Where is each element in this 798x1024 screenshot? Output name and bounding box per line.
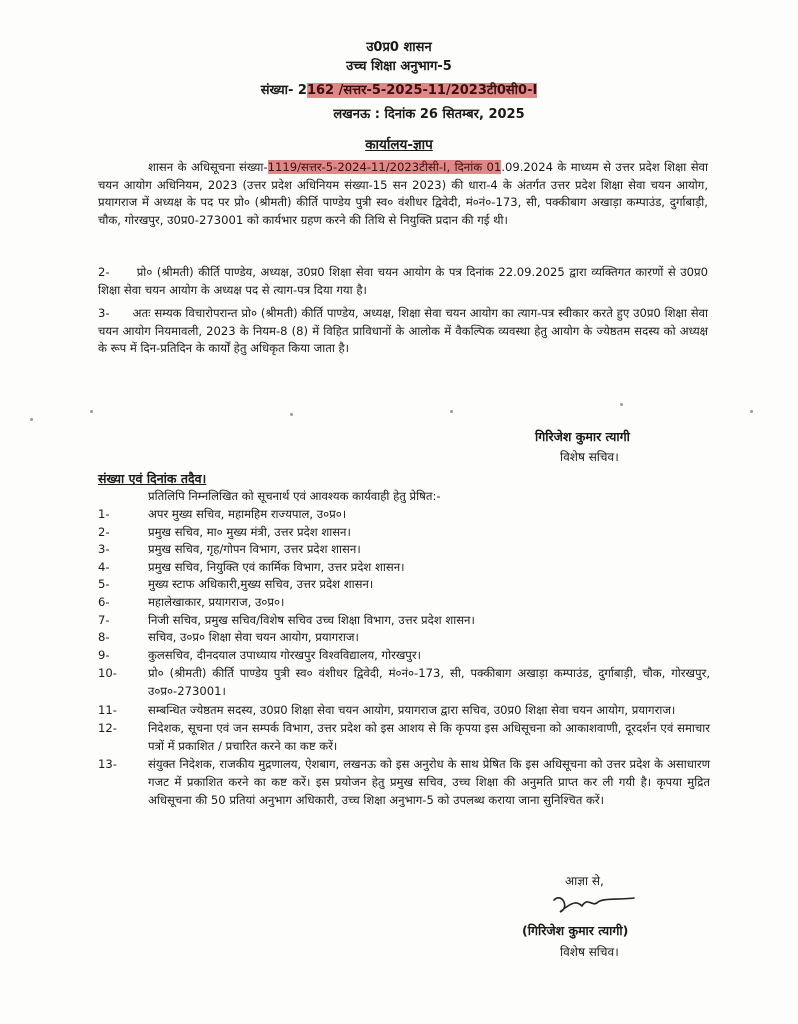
reference-prefix: संख्या- 2 bbox=[260, 83, 307, 98]
list-item bbox=[98, 665, 710, 700]
list-item bbox=[98, 576, 710, 594]
signature-designation: विशेष सचिव। bbox=[560, 450, 619, 464]
p2-text: 2- प्रो० (श्रीमती) कीर्ति पाण्डेय, अध्यक्ष, उ0प्र0 शिक्षा सेवा चयन आयोग के पत्र दिनांक 22.09.2025 द्वारा व्यक्तिगत कारणों से उ0प्र0 शिक्षा सेवा चयन आयोग के अध्यक्ष पद से त्याग-पत्र दिया गया है। bbox=[98, 265, 712, 297]
list-item-number: 7- bbox=[98, 612, 110, 627]
list-item-text: कुलसचिव, दीनदयाल उपाध्याय गोरखपुर विश्वविद्यालय, गोरखपुर। bbox=[148, 647, 422, 662]
closing-designation: विशेष सचिव। bbox=[560, 945, 619, 959]
p1-text-end: .09.2024 के माध्यम से उत्तर प्रदेश शिक्षा सेवा चयन आयोग अधिनियम, 2023 (उत्तर प्रदेश अधिनियम संख्या-15 सन 2023) की धारा-4 के अंतर्गत उत्तर प्रदेश शिक्षा सेवा चयन आयोग, प्रयागराज में अध्यक्ष के पद पर प्रो० (श्रीमती) कीर्ति पाण्डेय पुत्री स्व० वंशीधर द्विवेदी, मं०नं०-173, सी, पक्कीबाग अखाड़ा कम्पाउंड, दुर्गाबाड़ी, चौक, गोरखपुर, उ0प्र0-273001 को कार्यभार ग्रहण करने की तिथि से नियुक्ति प्रदान की गई थी। bbox=[98, 160, 709, 227]
list-item bbox=[98, 524, 710, 542]
list-item-text: प्रमुख सचिव, नियुक्ति एवं कार्मिक विभाग, उत्तर प्रदेश शासन। bbox=[148, 559, 405, 574]
list-item-number: 2- bbox=[98, 524, 110, 539]
header-govt: उ0प्र0 शासन bbox=[366, 40, 432, 55]
copy-section-intro: प्रतिलिपि निम्नलिखित को सूचनार्थ एवं आवश्यक कार्यवाही हेतु प्रेषित:- bbox=[148, 489, 441, 503]
list-item-number: 8- bbox=[98, 630, 110, 645]
signature-scribble-icon bbox=[548, 888, 638, 918]
scan-speck bbox=[290, 413, 293, 416]
copy-section-heading: संख्या एवं दिनांक तदैव। bbox=[98, 471, 207, 486]
list-item-text: प्रो० (श्रीमती) कीर्ति पाण्डेय पुत्री स्व० वंशीधर द्विवेदी, मं०नं०-173, सी, पक्कीबाग अखाड़ा कम्पाउंड, दुर्गाबाड़ी, चौक, गोरखपुर, उ०प्र०-273001। bbox=[148, 666, 710, 698]
list-item bbox=[98, 647, 710, 665]
list-item bbox=[98, 541, 710, 559]
scan-speck bbox=[450, 410, 453, 413]
header-department: उच्च शिक्षा अनुभाग-5 bbox=[346, 59, 452, 74]
scan-speck bbox=[90, 410, 93, 413]
office-memo-title: कार्यालय-ज्ञाप bbox=[365, 137, 433, 153]
reference-number bbox=[0, 83, 798, 99]
p1-text-start: शासन के अधिसूचना संख्या- bbox=[148, 160, 268, 174]
list-item bbox=[98, 612, 710, 630]
list-item-text: निदेशक, सूचना एवं जन सम्पर्क विभाग, उत्तर प्रदेश को इस आशय से कि कृपया इस अधिसूचना को आकाशवाणी, दूरदर्शन एवं समाचार पत्रों में प्रकाशित / प्रचारित करने का कष्ट करें। bbox=[148, 721, 710, 753]
list-item-number: 9- bbox=[98, 647, 110, 662]
list-item-text: मुख्य स्टाफ अधिकारी,मुख्य सचिव, उत्तर प्रदेश शासन। bbox=[148, 577, 374, 592]
list-item-number: 3- bbox=[98, 542, 110, 557]
list-item-number: 6- bbox=[98, 594, 110, 609]
date-line: लखनऊ : दिनांक 26 सितम्बर, 2025 bbox=[333, 107, 525, 122]
scan-speck bbox=[750, 410, 753, 413]
list-item-number: 13- bbox=[98, 757, 117, 772]
list-item-number: 4- bbox=[98, 559, 110, 574]
copy-recipient-list bbox=[98, 506, 710, 809]
list-item bbox=[98, 559, 710, 577]
list-item-number: 11- bbox=[98, 702, 117, 717]
list-item bbox=[98, 506, 710, 524]
list-item bbox=[98, 756, 710, 809]
paragraph-2 bbox=[98, 264, 712, 299]
list-item-text: अपर मुख्य सचिव, महामहिम राज्यपाल, उ०प्र०। bbox=[148, 507, 347, 521]
list-item bbox=[98, 720, 710, 755]
p3-text: 3- अतः सम्यक विचारोपरान्त प्रो० (श्रीमती) कीर्ति पाण्डेय, अध्यक्ष, शिक्षा सेवा चयन आयोग का त्याग-पत्र स्वीकार करते हुए उ0प्र0 शिक्षा सेवा चयन आयोग नियमावली, 2023 के नियम-8 (8) में विहित प्राविधानों के आलोक में वैकल्पिक व्यवस्था हेतु आयोग के ज्येष्ठतम सदस्य को अध्यक्ष के रूप में दिन-प्रतिदिन के कार्यों हेतु अधिकृत किया जाता है। bbox=[98, 306, 712, 356]
list-item-text: सचिव, उ०प्र० शिक्षा सेवा चयन आयोग, प्रयागराज। bbox=[148, 630, 359, 645]
by-order-text: आज्ञा से, bbox=[565, 874, 604, 888]
list-item-text: सम्बन्धित ज्येष्ठतम सदस्य, उ0प्र0 शिक्षा सेवा चयन आयोग, प्रयागराज द्वारा सचिव, उ0प्र0 शिक्षा सेवा चयन आयोग, प्रयागराज। bbox=[148, 702, 676, 717]
signature-name: गिरिजेश कुमार त्यागी bbox=[535, 429, 630, 444]
list-item-text: प्रमुख सचिव, गृह/गोपन विभाग, उत्तर प्रदेश शासन। bbox=[148, 542, 361, 557]
list-item-number: 5- bbox=[98, 577, 110, 592]
scan-speck bbox=[30, 418, 33, 421]
closing-signature-name: (गिरिजेश कुमार त्यागी) bbox=[522, 923, 629, 938]
list-item bbox=[98, 702, 710, 720]
scan-speck bbox=[620, 403, 623, 406]
p1-highlight: 1119/सत्तर-5-2024-11/2023टीसी-I, दिनांक 01 bbox=[267, 160, 502, 174]
list-item-number: 10- bbox=[98, 666, 117, 681]
list-item-text: प्रमुख सचिव, मा० मुख्य मंत्री, उत्तर प्रदेश शासन। bbox=[148, 524, 351, 539]
list-item bbox=[98, 594, 710, 612]
list-item bbox=[98, 629, 710, 647]
list-item-number: 1- bbox=[98, 507, 110, 521]
paragraph-3 bbox=[98, 305, 712, 358]
list-item-text: निजी सचिव, प्रमुख सचिव/विशेष सचिव उच्च शिक्षा विभाग, उत्तर प्रदेश शासन। bbox=[148, 612, 475, 627]
list-item-text: महालेखाकार, प्रयागराज, उ०प्र०। bbox=[148, 594, 285, 609]
list-item-number: 12- bbox=[98, 721, 117, 736]
reference-redacted-highlight: 162 /सत्तर-5-2025-11/2023टी0सी0-I bbox=[306, 83, 538, 98]
list-item-text: संयुक्त निदेशक, राजकीय मुद्रणालय, ऐशबाग, लखनऊ को इस अनुरोध के साथ प्रेषित कि इस अधिसूचना को उत्तर प्रदेश के असाधारण गजट में प्रकाशित करने का कष्ट करें। इस प्रयोजन हेतु प्रमुख सचिव, उच्च शिक्षा की अनुमति प्राप्त कर ली गयी है। कृपया मुद्रित अधिसूचना की 50 प्रतियां अनुभाग अधिकारी, उच्च शिक्षा अनुभाग-5 को उपलब्ध कराया जाना सुनिश्चित करें। bbox=[148, 757, 710, 807]
paragraph-1 bbox=[98, 159, 708, 229]
